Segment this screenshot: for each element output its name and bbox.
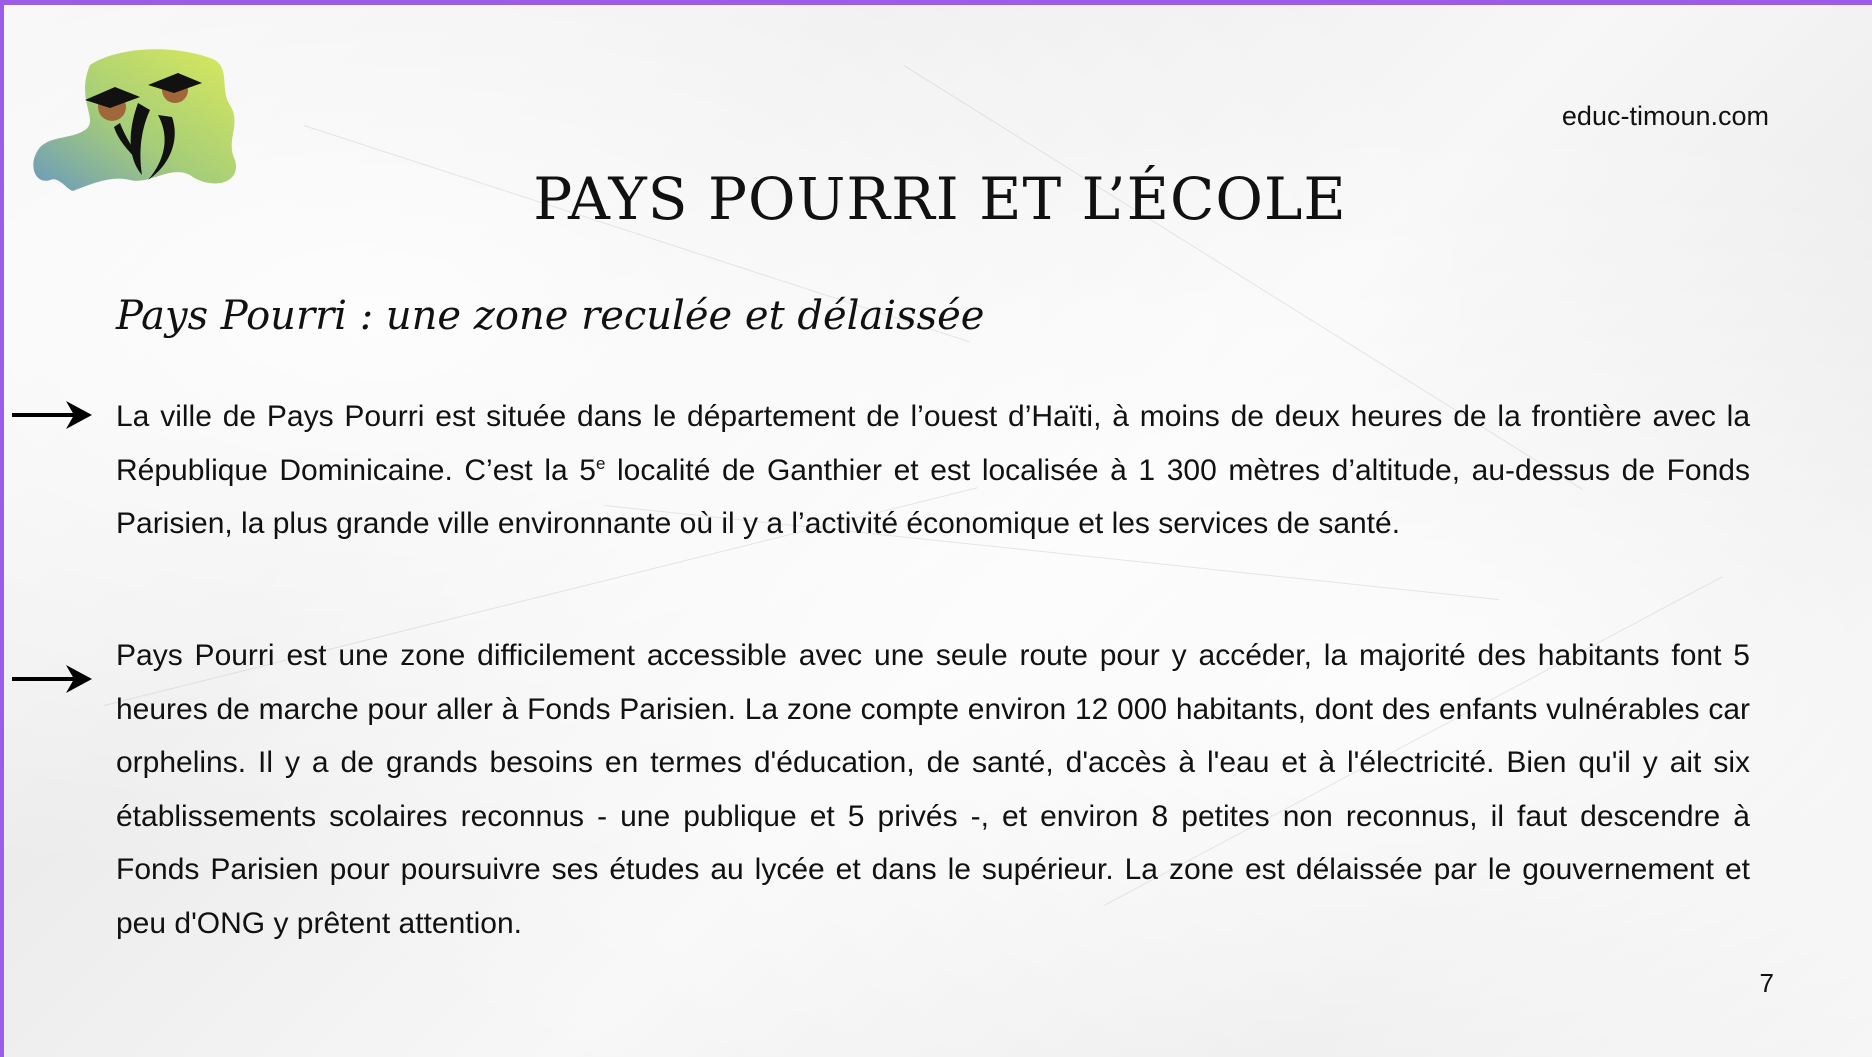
page-title: PAYS POURRI ET L’ÉCOLE xyxy=(533,165,1347,233)
right-arrow-icon xyxy=(10,661,92,697)
page-number: 7 xyxy=(1759,968,1774,998)
paragraph-access: Pays Pourri est une zone difficilement accessible avec une seule route pour y accéder, la majorité des habitants font 5 heures de marche pour aller à Fonds Parisien. La zone compte environ 12 000 habitants, dont des enfants vulnérables car orphelins. Il y a de grands besoins en termes d'éducation, de santé, d'accès à l'eau et à l'électricité. Bien qu'il y ait six établissements scolaires reconnus - une publique et 5 privés -, et environ 8 petites non reconnus, il faut descendre à Fonds Parisien pour poursuivre ses études au lycée et dans le supérieur. La zone est délaissée par le gouvernement et peu d'ONG y prêtent attention. xyxy=(116,639,1750,940)
right-arrow-icon xyxy=(10,397,92,433)
ordinal-superscript: e xyxy=(595,453,606,473)
paragraph-location xyxy=(116,390,1750,551)
paragraph-text: La ville de Pays Pourri est située dans le département de l’ouest d’Haïti, à moins de deux heures de la frontière avec la République Dominicaine. C’est la 5 xyxy=(116,400,1750,487)
paragraph-text: localité de Ganthier et est localisée à 1 300 mètres d’altitude, au-dessus de Fonds Parisien, la plus grande ville environnante où il y a l’activité économique et les services de santé. xyxy=(116,453,1750,540)
section-subtitle: Pays Pourri : une zone reculée et délaissée xyxy=(116,293,985,339)
website-label: educ-timoun.com xyxy=(1561,101,1769,131)
